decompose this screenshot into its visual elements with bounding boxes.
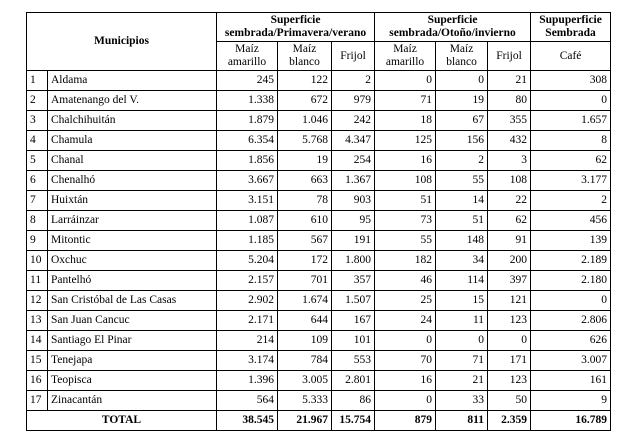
value-cell: 25 bbox=[375, 291, 436, 311]
header-maiz-amarillo-pv: Maíz amarillo bbox=[217, 42, 278, 71]
value-cell: 0 bbox=[436, 71, 488, 91]
value-cell: 5.768 bbox=[278, 131, 332, 151]
value-cell: 3.174 bbox=[217, 351, 278, 371]
table-row bbox=[27, 191, 611, 211]
table-row bbox=[27, 111, 611, 131]
value-cell: 1.879 bbox=[217, 111, 278, 131]
value-cell: 1.800 bbox=[332, 251, 375, 271]
table-row bbox=[27, 91, 611, 111]
value-cell: 108 bbox=[488, 171, 531, 191]
value-cell: 11 bbox=[436, 311, 488, 331]
value-cell: 3 bbox=[488, 151, 531, 171]
value-cell: 1.338 bbox=[217, 91, 278, 111]
value-cell: 19 bbox=[436, 91, 488, 111]
header-group-cafe: Supuperficie Sembrada bbox=[531, 13, 611, 42]
row-number: 3 bbox=[27, 111, 48, 131]
municipio-name: Teopisca bbox=[48, 371, 217, 391]
value-cell: 5.333 bbox=[278, 391, 332, 411]
value-cell: 50 bbox=[488, 391, 531, 411]
table-row bbox=[27, 391, 611, 411]
value-cell: 71 bbox=[436, 351, 488, 371]
value-cell: 156 bbox=[436, 131, 488, 151]
value-cell: 672 bbox=[278, 91, 332, 111]
value-cell: 34 bbox=[436, 251, 488, 271]
value-cell: 2.180 bbox=[531, 271, 611, 291]
row-number: 17 bbox=[27, 391, 48, 411]
value-cell: 3.151 bbox=[217, 191, 278, 211]
value-cell: 122 bbox=[278, 71, 332, 91]
value-cell: 644 bbox=[278, 311, 332, 331]
table-row bbox=[27, 271, 611, 291]
value-cell: 125 bbox=[375, 131, 436, 151]
value-cell: 172 bbox=[278, 251, 332, 271]
total-label: TOTAL bbox=[27, 411, 217, 431]
value-cell: 626 bbox=[531, 331, 611, 351]
value-cell: 1.046 bbox=[278, 111, 332, 131]
value-cell: 1.087 bbox=[217, 211, 278, 231]
municipio-name: Aldama bbox=[48, 71, 217, 91]
data-table bbox=[26, 12, 611, 431]
value-cell: 73 bbox=[375, 211, 436, 231]
value-cell: 24 bbox=[375, 311, 436, 331]
row-number: 11 bbox=[27, 271, 48, 291]
value-cell: 3.007 bbox=[531, 351, 611, 371]
municipio-name: San Cristóbal de Las Casas bbox=[48, 291, 217, 311]
value-cell: 182 bbox=[375, 251, 436, 271]
table-row bbox=[27, 311, 611, 331]
value-cell: 1.185 bbox=[217, 231, 278, 251]
value-cell: 245 bbox=[217, 71, 278, 91]
municipio-name: Chenalhó bbox=[48, 171, 217, 191]
value-cell: 357 bbox=[332, 271, 375, 291]
total-cell: 879 bbox=[375, 411, 436, 431]
value-cell: 979 bbox=[332, 91, 375, 111]
total-cell: 811 bbox=[436, 411, 488, 431]
table-row bbox=[27, 171, 611, 191]
row-number: 5 bbox=[27, 151, 48, 171]
value-cell: 121 bbox=[488, 291, 531, 311]
value-cell: 191 bbox=[332, 231, 375, 251]
value-cell: 0 bbox=[531, 91, 611, 111]
value-cell: 51 bbox=[436, 211, 488, 231]
value-cell: 91 bbox=[488, 231, 531, 251]
row-number: 7 bbox=[27, 191, 48, 211]
value-cell: 1.657 bbox=[531, 111, 611, 131]
value-cell: 4.347 bbox=[332, 131, 375, 151]
value-cell: 33 bbox=[436, 391, 488, 411]
value-cell: 2.171 bbox=[217, 311, 278, 331]
value-cell: 1.367 bbox=[332, 171, 375, 191]
value-cell: 80 bbox=[488, 91, 531, 111]
value-cell: 3.177 bbox=[531, 171, 611, 191]
header-maiz-amarillo-oi: Maíz amarillo bbox=[375, 42, 436, 71]
table-row bbox=[27, 151, 611, 171]
row-number: 13 bbox=[27, 311, 48, 331]
value-cell: 18 bbox=[375, 111, 436, 131]
value-cell: 55 bbox=[375, 231, 436, 251]
value-cell: 553 bbox=[332, 351, 375, 371]
row-number: 14 bbox=[27, 331, 48, 351]
total-cell: 2.359 bbox=[488, 411, 531, 431]
value-cell: 78 bbox=[278, 191, 332, 211]
header-row-groups bbox=[27, 13, 611, 42]
row-number: 6 bbox=[27, 171, 48, 191]
value-cell: 139 bbox=[531, 231, 611, 251]
value-cell: 16 bbox=[375, 371, 436, 391]
municipio-name: Santiago El Pinar bbox=[48, 331, 217, 351]
value-cell: 3.667 bbox=[217, 171, 278, 191]
value-cell: 1.674 bbox=[278, 291, 332, 311]
table-body bbox=[27, 71, 611, 411]
value-cell: 21 bbox=[488, 71, 531, 91]
row-number: 10 bbox=[27, 251, 48, 271]
value-cell: 62 bbox=[488, 211, 531, 231]
row-number: 2 bbox=[27, 91, 48, 111]
value-cell: 2 bbox=[332, 71, 375, 91]
value-cell: 2.902 bbox=[217, 291, 278, 311]
value-cell: 0 bbox=[375, 331, 436, 351]
table-row bbox=[27, 131, 611, 151]
value-cell: 1.507 bbox=[332, 291, 375, 311]
value-cell: 0 bbox=[436, 331, 488, 351]
municipio-name: Pantelhó bbox=[48, 271, 217, 291]
value-cell: 2.806 bbox=[531, 311, 611, 331]
header-frijol-oi: Frijol bbox=[488, 42, 531, 71]
header-cafe: Café bbox=[531, 42, 611, 71]
value-cell: 567 bbox=[278, 231, 332, 251]
municipio-name: Chalchihuitán bbox=[48, 111, 217, 131]
municipio-name: Zinacantán bbox=[48, 391, 217, 411]
value-cell: 663 bbox=[278, 171, 332, 191]
value-cell: 15 bbox=[436, 291, 488, 311]
value-cell: 167 bbox=[332, 311, 375, 331]
table-container bbox=[26, 12, 611, 431]
value-cell: 171 bbox=[488, 351, 531, 371]
municipio-name: Chamula bbox=[48, 131, 217, 151]
value-cell: 397 bbox=[488, 271, 531, 291]
value-cell: 564 bbox=[217, 391, 278, 411]
value-cell: 67 bbox=[436, 111, 488, 131]
value-cell: 62 bbox=[531, 151, 611, 171]
value-cell: 19 bbox=[278, 151, 332, 171]
value-cell: 610 bbox=[278, 211, 332, 231]
table-row bbox=[27, 211, 611, 231]
value-cell: 0 bbox=[375, 71, 436, 91]
header-group-primavera: Superficie sembrada/Primavera/verano bbox=[217, 13, 375, 42]
value-cell: 254 bbox=[332, 151, 375, 171]
value-cell: 784 bbox=[278, 351, 332, 371]
value-cell: 148 bbox=[436, 231, 488, 251]
value-cell: 214 bbox=[217, 331, 278, 351]
row-number: 4 bbox=[27, 131, 48, 151]
table-row bbox=[27, 231, 611, 251]
row-number: 12 bbox=[27, 291, 48, 311]
value-cell: 2.801 bbox=[332, 371, 375, 391]
header-maiz-blanco-oi: Maíz blanco bbox=[436, 42, 488, 71]
value-cell: 6.354 bbox=[217, 131, 278, 151]
value-cell: 2 bbox=[436, 151, 488, 171]
value-cell: 308 bbox=[531, 71, 611, 91]
table-row bbox=[27, 251, 611, 271]
value-cell: 2.189 bbox=[531, 251, 611, 271]
row-number: 1 bbox=[27, 71, 48, 91]
municipio-name: Huixtán bbox=[48, 191, 217, 211]
table-row bbox=[27, 331, 611, 351]
table-row bbox=[27, 351, 611, 371]
value-cell: 903 bbox=[332, 191, 375, 211]
value-cell: 456 bbox=[531, 211, 611, 231]
value-cell: 9 bbox=[531, 391, 611, 411]
value-cell: 71 bbox=[375, 91, 436, 111]
row-number: 15 bbox=[27, 351, 48, 371]
row-number: 9 bbox=[27, 231, 48, 251]
value-cell: 242 bbox=[332, 111, 375, 131]
value-cell: 161 bbox=[531, 371, 611, 391]
table-row bbox=[27, 71, 611, 91]
total-cell: 16.789 bbox=[531, 411, 611, 431]
value-cell: 114 bbox=[436, 271, 488, 291]
header-municipios: Municipios bbox=[27, 13, 217, 71]
value-cell: 21 bbox=[436, 371, 488, 391]
value-cell: 101 bbox=[332, 331, 375, 351]
municipio-name: Tenejapa bbox=[48, 351, 217, 371]
municipio-name: Mitontic bbox=[48, 231, 217, 251]
table-row bbox=[27, 371, 611, 391]
total-row bbox=[27, 411, 611, 431]
total-cell: 21.967 bbox=[278, 411, 332, 431]
value-cell: 109 bbox=[278, 331, 332, 351]
municipio-name: Amatenango del V. bbox=[48, 91, 217, 111]
value-cell: 3.005 bbox=[278, 371, 332, 391]
value-cell: 701 bbox=[278, 271, 332, 291]
value-cell: 86 bbox=[332, 391, 375, 411]
value-cell: 1.396 bbox=[217, 371, 278, 391]
municipio-name: Chanal bbox=[48, 151, 217, 171]
row-number: 8 bbox=[27, 211, 48, 231]
value-cell: 2 bbox=[531, 191, 611, 211]
value-cell: 0 bbox=[531, 291, 611, 311]
value-cell: 51 bbox=[375, 191, 436, 211]
value-cell: 22 bbox=[488, 191, 531, 211]
value-cell: 200 bbox=[488, 251, 531, 271]
value-cell: 432 bbox=[488, 131, 531, 151]
value-cell: 1.856 bbox=[217, 151, 278, 171]
table-row bbox=[27, 291, 611, 311]
value-cell: 55 bbox=[436, 171, 488, 191]
value-cell: 0 bbox=[375, 391, 436, 411]
value-cell: 123 bbox=[488, 371, 531, 391]
municipio-name: Oxchuc bbox=[48, 251, 217, 271]
header-group-otono: Superficie sembrada/Otoño/invierno bbox=[375, 13, 531, 42]
value-cell: 14 bbox=[436, 191, 488, 211]
total-cell: 38.545 bbox=[217, 411, 278, 431]
value-cell: 2.157 bbox=[217, 271, 278, 291]
value-cell: 8 bbox=[531, 131, 611, 151]
value-cell: 355 bbox=[488, 111, 531, 131]
total-cell: 15.754 bbox=[332, 411, 375, 431]
value-cell: 5.204 bbox=[217, 251, 278, 271]
value-cell: 95 bbox=[332, 211, 375, 231]
value-cell: 108 bbox=[375, 171, 436, 191]
value-cell: 0 bbox=[488, 331, 531, 351]
header-maiz-blanco-pv: Maíz blanco bbox=[278, 42, 332, 71]
municipio-name: San Juan Cancuc bbox=[48, 311, 217, 331]
value-cell: 16 bbox=[375, 151, 436, 171]
value-cell: 70 bbox=[375, 351, 436, 371]
row-number: 16 bbox=[27, 371, 48, 391]
header-frijol-pv: Frijol bbox=[332, 42, 375, 71]
value-cell: 46 bbox=[375, 271, 436, 291]
municipio-name: Larráinzar bbox=[48, 211, 217, 231]
value-cell: 123 bbox=[488, 311, 531, 331]
